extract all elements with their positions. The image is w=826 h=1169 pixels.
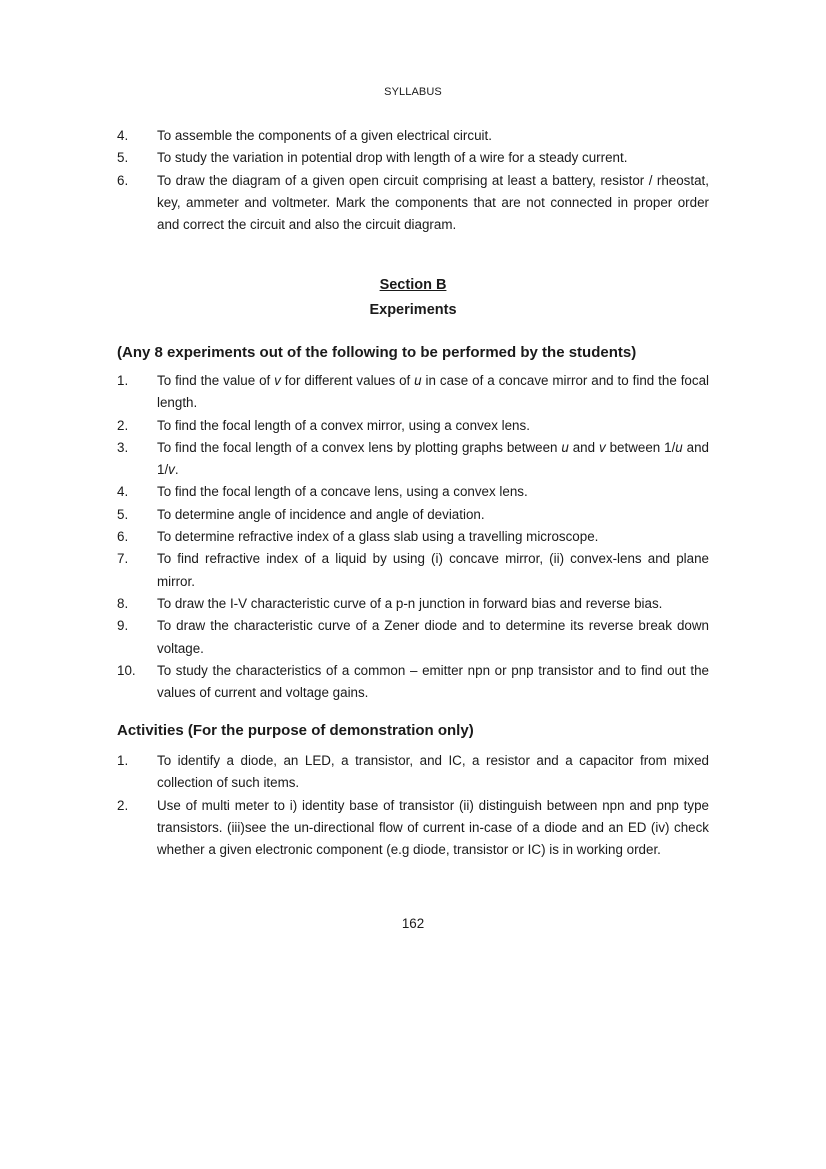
item-number: 1. — [117, 373, 129, 388]
item-text: To find refractive index of a liquid by using (i) concave mirror, (ii) convex-lens and plane mirror. — [157, 551, 709, 589]
list-item — [117, 415, 709, 437]
item-text: To find the focal length of a concave lens, using a convex lens. — [157, 484, 528, 500]
list-item — [117, 660, 709, 705]
item-text: To determine refractive index of a glass slab using a travelling microscope. — [157, 529, 599, 545]
section-subtitle: Experiments — [369, 302, 457, 318]
list-item — [117, 170, 709, 237]
activities-heading: Activities (For the purpose of demonstration only) — [117, 722, 474, 739]
item-text: To study the characteristics of a common – emitter npn or pnp transistor and to find out the values of current and voltage gains. — [157, 662, 709, 701]
list-item — [117, 795, 709, 862]
item-text: To find the value of v for different values of u in case of a concave mirror and to find the focal length. — [157, 373, 709, 411]
item-number: 4. — [117, 128, 129, 143]
list-item — [117, 370, 709, 415]
item-number: 6. — [117, 172, 129, 188]
list-item — [117, 125, 709, 147]
item-text: Use of multi meter to i) identity base of transistor (ii) distinguish between npn and pnp type transistors. (iii)see the un-directional flow of current in-case of a diode and an ED (iv) check whether a given electronic component (e.g diode, transistor or IC) is in working order. — [157, 797, 709, 858]
list-item — [117, 750, 709, 795]
item-text: To find the focal length of a convex lens by plotting graphs between u and v between 1/u and 1/v. — [157, 439, 709, 478]
experiments-heading: (Any 8 experiments out of the following to be performed by the students) — [117, 344, 637, 361]
activities-list — [117, 750, 709, 861]
list-item — [117, 548, 709, 593]
experiments-list — [117, 370, 709, 704]
item-number: 8. — [117, 595, 129, 611]
page-number: 162 — [401, 916, 425, 931]
list-item — [117, 481, 709, 503]
item-number: 4. — [117, 484, 129, 500]
item-text: To study the variation in potential drop with length of a wire for a steady current. — [157, 150, 628, 166]
item-number: 10. — [117, 662, 136, 678]
item-text: To find the focal length of a convex mirror, using a convex lens. — [157, 417, 530, 433]
item-number: 2. — [117, 797, 129, 813]
item-text: To assemble the components of a given electrical circuit. — [157, 128, 492, 143]
item-number: 6. — [117, 529, 129, 545]
running-header: SYLLABUS — [384, 86, 442, 98]
item-number: 9. — [117, 618, 129, 634]
list-item — [117, 593, 709, 615]
list-item — [117, 147, 709, 169]
item-text: To identify a diode, an LED, a transistor, and IC, a resistor and a capacitor from mixed collection of such items. — [157, 753, 709, 791]
item-text: To determine angle of incidence and angle of deviation. — [157, 506, 485, 522]
item-number: 1. — [117, 753, 129, 768]
item-number: 5. — [117, 506, 129, 522]
list-item — [117, 615, 709, 660]
item-number: 2. — [117, 417, 129, 433]
section-title: Section B — [379, 277, 447, 293]
item-text: To draw the I-V characteristic curve of a p-n junction in forward bias and reverse bias. — [157, 595, 663, 611]
item-number: 7. — [117, 551, 129, 567]
list-item — [117, 437, 709, 482]
item-text: To draw the characteristic curve of a Zener diode and to determine its reverse break down voltage. — [157, 618, 709, 656]
item-text: To draw the diagram of a given open circuit comprising at least a battery, resistor / rheostat, key, ammeter and voltmeter. Mark the components that are not connected in proper order and correct the circuit and also the circuit diagram. — [157, 172, 709, 233]
item-number: 5. — [117, 150, 129, 166]
item-number: 3. — [117, 439, 129, 455]
intro-list — [117, 125, 709, 236]
list-item — [117, 504, 709, 526]
list-item — [117, 526, 709, 548]
